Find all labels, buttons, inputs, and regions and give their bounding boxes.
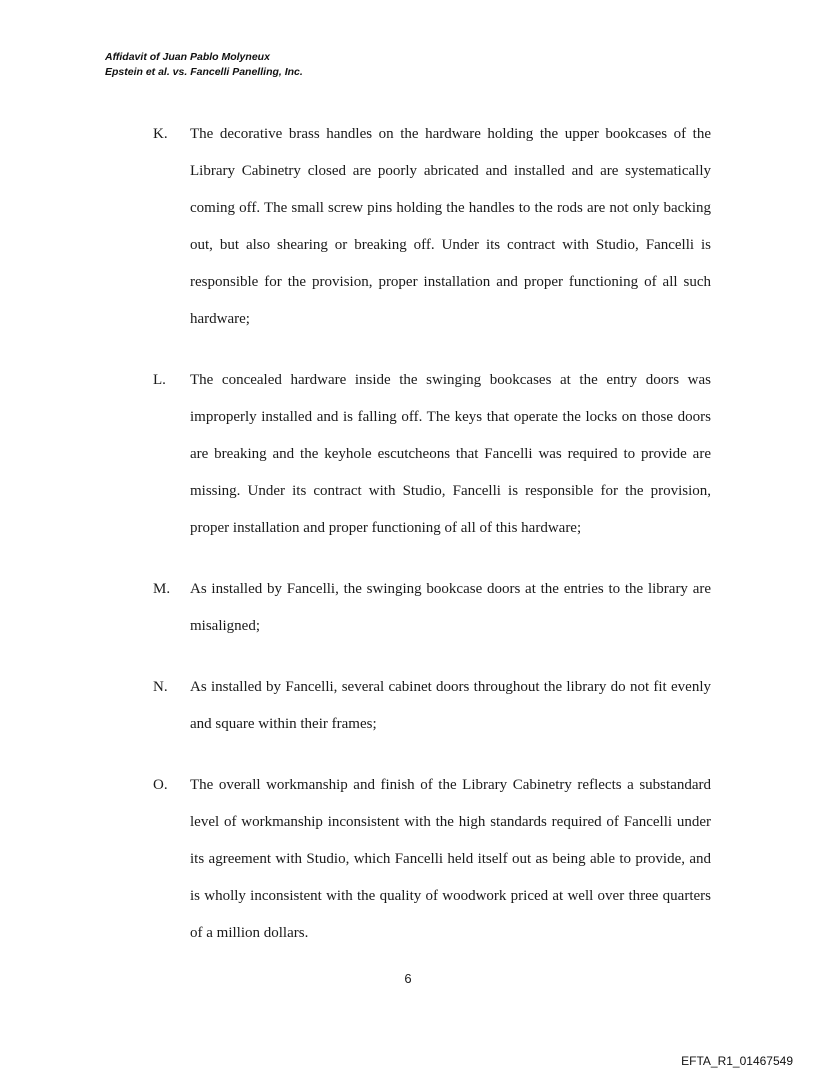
list-item-m [153,571,711,645]
item-label: K. [153,126,168,142]
item-label: N. [153,679,168,695]
item-label: O. [153,777,168,793]
item-text: The decorative brass handles on the hardware holding the upper bookcases of the Library Cabinetry closed are poorly abricated and installed and are systematically coming off. The small screw pins holding the handles to the rods are not only backing out, but also shearing or breaking off. Under its contract with Studio, Fancelli is responsible for the provision, proper installation and proper functioning of all such hardware; [190,126,711,327]
list-item-n [153,669,711,743]
page-number: 6 [404,971,412,986]
item-text: The concealed hardware inside the swinging bookcases at the entry doors was improperly installed and is falling off. The keys that operate the locks on those doors are breaking and the keyhole escutcheons that Fancelli was required to provide are missing. Under its contract with Studio, Fancelli is responsible for the provision, proper installation and proper functioning of all of this hardware; [190,372,711,536]
header-affidavit-title: Affidavit of Juan Pablo Molyneux [105,51,270,63]
item-label: M. [153,581,171,597]
item-text: As installed by Fancelli, several cabinet doors throughout the library do not fit evenly and square within their frames; [190,679,711,732]
item-label: L. [153,372,166,388]
item-text: As installed by Fancelli, the swinging bookcase doors at the entries to the library are misaligned; [190,581,711,634]
list-item-o [153,767,711,952]
document-id: EFTA_R1_01467549 [681,1054,793,1068]
list-item-k [153,116,711,338]
enumerated-list [153,116,711,976]
document-header [105,50,303,80]
item-text: The overall workmanship and finish of the Library Cabinetry reflects a substandard level of workmanship inconsistent with the high standards required of Fancelli under its agreement with Studio, which Fancelli held itself out as being able to provide, and is wholly inconsistent with the quality of woodwork priced at well over three quarters of a million dollars. [190,777,711,941]
list-item-l [153,362,711,547]
header-case-caption: Epstein et al. vs. Fancelli Panelling, Inc. [105,66,303,78]
